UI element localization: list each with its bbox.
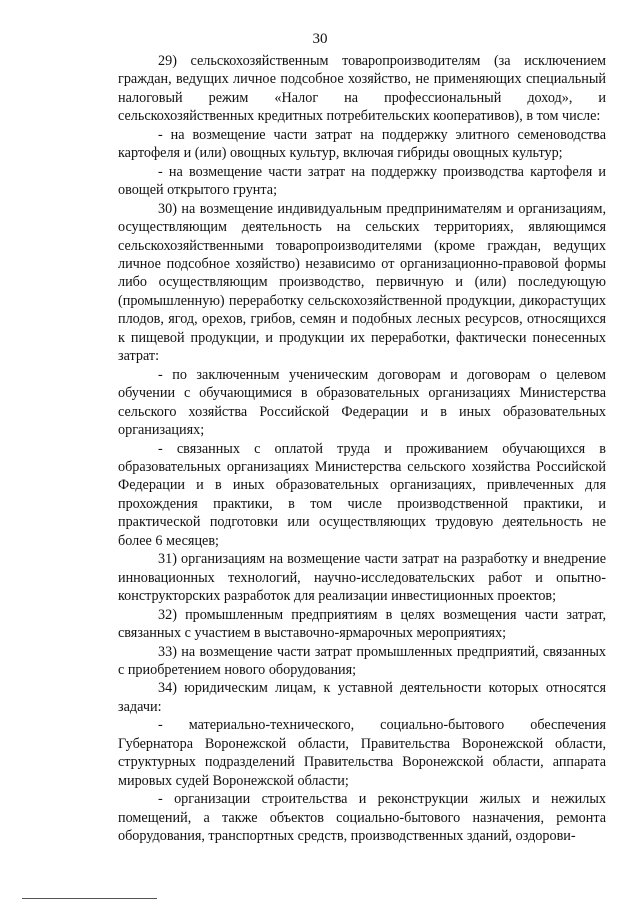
page-number: 30 <box>312 31 328 47</box>
paragraph-34-item-1: - материально-технического, социально-бытового обеспечения Губернатора Воронежской области, Правительства Воронежской области, структурных подразделений Правительства Воронежской области, аппарата мировых судей Воронежской области; <box>118 717 606 789</box>
paragraph-31: 31) организациям на возмещение части затрат на разработку и внедрение инновационных технологий, научно-исследовательских работ и опытно-конструкторских разработок для реализации инвестиционных проектов; <box>118 551 606 605</box>
paragraph-29: 29) сельскохозяйственным товаропроизводителям (за исключением граждан, ведущих личное подсобное хозяйство, не применяющих специальный налоговый режим «Налог на профессиональный доход», и сельскохозяйственных кредитных потребительских кооперативов), в том числе: <box>118 53 606 125</box>
paragraph-30-item-2: - связанных с оплатой труда и проживанием обучающихся в образовательных организациях Министерства сельского хозяйства Российской Федерации и в иных образовательных организациях, привлеченных для прохождения практики, в том числе производственной практики, и практической подготовки или осуществляющих трудовую деятельность не более 6 месяцев; <box>118 440 606 549</box>
paragraph-30-item-1: - по заключенным ученическим договорам и договорам о целевом обучении с обучающимися в образовательных организациях Министерства сельского хозяйства Российской Федерации и в иных образовательных организациях; <box>118 366 606 439</box>
paragraph-34: 34) юридическим лицам, к уставной деятельности которых относятся задачи: <box>118 680 606 715</box>
paragraph-32: 32) промышленным предприятиям в целях возмещения части затрат, связанных с участием в выставочно-ярмарочных мероприятиях; <box>118 606 606 642</box>
footer-divider <box>22 898 157 899</box>
paragraph-30: 30) на возмещение индивидуальным предпринимателям и организациям, осуществляющим деятельность на сельских территориях, являющимся сельскохозяйственными товаропроизводителями (кроме граждан, ведущих личное подсобное хозяйство) независимо от организационно-правовой формы либо осуществляющим производство, первичную и (или) последующую (промышленную) переработку сельскохозяйственной продукции, дикорастущих плодов, ягод, орехов, грибов, семян и подобных лесных ресурсов, относящихся к пищевой продукции, и продукции их переработки, фактически понесенных затрат: <box>118 200 606 365</box>
document-body <box>118 52 606 845</box>
paragraph-34-item-2: - организации строительства и реконструкции жилых и нежилых помещений, а также объектов социально-бытового назначения, ремонта оборудования, транспортных средств, производственных зданий, оздорови- <box>118 791 606 845</box>
paragraph-29-item-1: - на возмещение части затрат на поддержку элитного семеноводства картофеля и (или) овощных культур, включая гибриды овощных культур; <box>118 126 606 162</box>
paragraph-29-item-2: - на возмещение части затрат на поддержку производства картофеля и овощей открытого грунта; <box>118 163 606 199</box>
paragraph-33: 33) на возмещение части затрат промышленных предприятий, связанных с приобретением нового оборудования; <box>118 643 606 678</box>
